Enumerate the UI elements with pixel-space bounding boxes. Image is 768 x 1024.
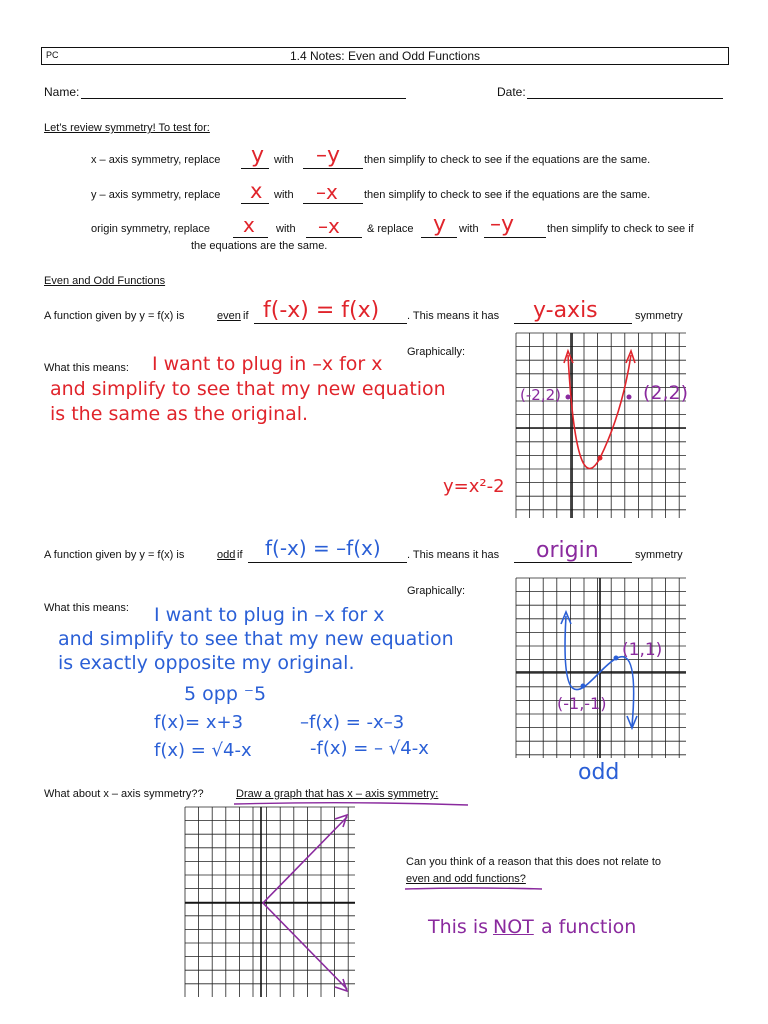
odd-if: if bbox=[237, 549, 243, 561]
even-explanation-line: I want to plug in –x for x bbox=[152, 353, 383, 375]
odd-example-neg-fx: -f(x) = – √4-x bbox=[310, 738, 429, 759]
odd-symmetry-word: symmetry bbox=[635, 549, 683, 561]
even-grid bbox=[516, 333, 689, 518]
section-heading: Even and Odd Functions bbox=[44, 275, 166, 287]
even-kind: even bbox=[217, 310, 241, 322]
x-axis-prefix: x – axis symmetry, replace bbox=[91, 154, 221, 166]
reason-question-2: even and odd functions? bbox=[406, 873, 526, 885]
odd-point-right-label: (1,1) bbox=[622, 640, 663, 660]
date-label: Date: bbox=[497, 85, 526, 99]
arrowhead-icon bbox=[335, 979, 347, 991]
y-axis-answer-a: x bbox=[250, 179, 263, 203]
origin-answer-c: y bbox=[433, 212, 447, 237]
even-point-left-label: (-2,2) bbox=[520, 386, 561, 404]
course-label: PC bbox=[46, 50, 59, 60]
odd-explanation-line: and simplify to see that my new equation bbox=[58, 628, 454, 650]
odd-example-neg-fx: –f(x) = -x–3 bbox=[300, 712, 405, 733]
x-axis-suffix: then simplify to check to see if the equations are the same. bbox=[364, 154, 651, 166]
even-definition-answer: f(-x) = f(x) bbox=[263, 298, 380, 323]
name-label: Name: bbox=[44, 85, 80, 99]
with-label: with bbox=[274, 189, 294, 201]
even-axes bbox=[516, 333, 689, 518]
blank-line bbox=[241, 203, 269, 204]
even-parabola bbox=[568, 355, 631, 468]
blank-line bbox=[254, 323, 407, 324]
even-symmetry-word: symmetry bbox=[635, 310, 683, 322]
odd-point-left bbox=[581, 684, 586, 689]
name-field-line[interactable] bbox=[81, 98, 406, 99]
odd-example-fx: f(x) = √4-x bbox=[154, 740, 252, 761]
blank-line bbox=[484, 237, 546, 238]
odd-lead: A function given by y = f(x) is bbox=[44, 549, 185, 561]
date-field-line[interactable] bbox=[527, 98, 723, 99]
y-axis-answer-b: –x bbox=[316, 180, 338, 204]
blank-line bbox=[303, 168, 363, 169]
reason-question: Can you think of a reason that this does not relate to bbox=[406, 856, 661, 868]
with-label: with bbox=[459, 223, 479, 235]
even-point-left bbox=[566, 395, 571, 400]
odd-explanation-line: is exactly opposite my original. bbox=[58, 652, 355, 674]
header-box bbox=[41, 47, 729, 65]
blank-line bbox=[421, 237, 457, 238]
reason-answer-pre: This is bbox=[428, 916, 489, 938]
with-label: with bbox=[274, 154, 294, 166]
even-symmetry-answer: y-axis bbox=[533, 298, 598, 323]
odd-what-label: What this means: bbox=[44, 602, 129, 614]
x-axis-answer-b: –y bbox=[316, 143, 341, 168]
even-if: if bbox=[243, 310, 249, 322]
blank-line bbox=[241, 168, 269, 169]
even-explanation-line: is the same as the original. bbox=[50, 403, 309, 425]
and-replace-label: & replace bbox=[367, 223, 414, 235]
odd-graph-label: odd bbox=[578, 760, 620, 785]
odd-grid bbox=[516, 578, 686, 758]
reason-answer-not: NOT bbox=[493, 916, 534, 938]
with-label: with bbox=[276, 223, 296, 235]
odd-kind: odd bbox=[217, 549, 236, 561]
blank-line bbox=[514, 323, 632, 324]
origin-answer-b: –x bbox=[318, 214, 340, 238]
origin-suffix-2: the equations are the same. bbox=[191, 240, 328, 252]
odd-symmetry-answer: origin bbox=[536, 538, 599, 563]
odd-definition-answer: f(-x) = –f(x) bbox=[265, 536, 381, 560]
odd-graphically-label: Graphically: bbox=[407, 585, 466, 597]
odd-point-right bbox=[614, 656, 619, 661]
odd-example-fx: f(x)= x+3 bbox=[154, 712, 244, 733]
even-point-right-label: (2,2) bbox=[643, 382, 689, 404]
blank-line bbox=[248, 562, 407, 563]
even-means: . This means it has bbox=[407, 310, 500, 322]
origin-answer-d: –y bbox=[490, 212, 515, 237]
y-axis-prefix: y – axis symmetry, replace bbox=[91, 189, 221, 201]
document-title: 1.4 Notes: Even and Odd Functions bbox=[289, 49, 481, 63]
review-heading: Let’s review symmetry! To test for: bbox=[44, 122, 210, 134]
odd-graph bbox=[516, 578, 686, 758]
xaxis-graph bbox=[185, 807, 355, 997]
odd-point-left-label: (-1,-1) bbox=[557, 694, 607, 713]
even-graphically-label: Graphically: bbox=[407, 346, 466, 358]
even-equation-label: y=x²-2 bbox=[443, 476, 505, 497]
x-axis-answer-a: y bbox=[251, 143, 265, 168]
origin-prefix: origin symmetry, replace bbox=[91, 223, 210, 235]
even-vertex-point bbox=[598, 456, 603, 461]
even-what-label: What this means: bbox=[44, 362, 129, 374]
even-lead: A function given by y = f(x) is bbox=[44, 310, 185, 322]
origin-suffix: then simplify to check to see if bbox=[547, 223, 694, 235]
even-explanation-line: and simplify to see that my new equation bbox=[50, 378, 446, 400]
xaxis-prompt: Draw a graph that has x – axis symmetry: bbox=[236, 788, 439, 800]
even-graph bbox=[516, 333, 689, 518]
xaxis-question: What about x – axis symmetry?? bbox=[44, 788, 204, 800]
odd-means: . This means it has bbox=[407, 549, 500, 561]
blank-line bbox=[233, 237, 268, 238]
odd-explanation-line: I want to plug in –x for x bbox=[154, 604, 385, 626]
reason-answer-post: a function bbox=[541, 916, 637, 938]
y-axis-suffix: then simplify to check to see if the equations are the same. bbox=[364, 189, 651, 201]
origin-answer-a: x bbox=[243, 213, 255, 237]
odd-example-opposites: 5 opp ⁻5 bbox=[184, 683, 267, 705]
even-point-right bbox=[627, 395, 632, 400]
highlight-underline bbox=[404, 886, 544, 892]
